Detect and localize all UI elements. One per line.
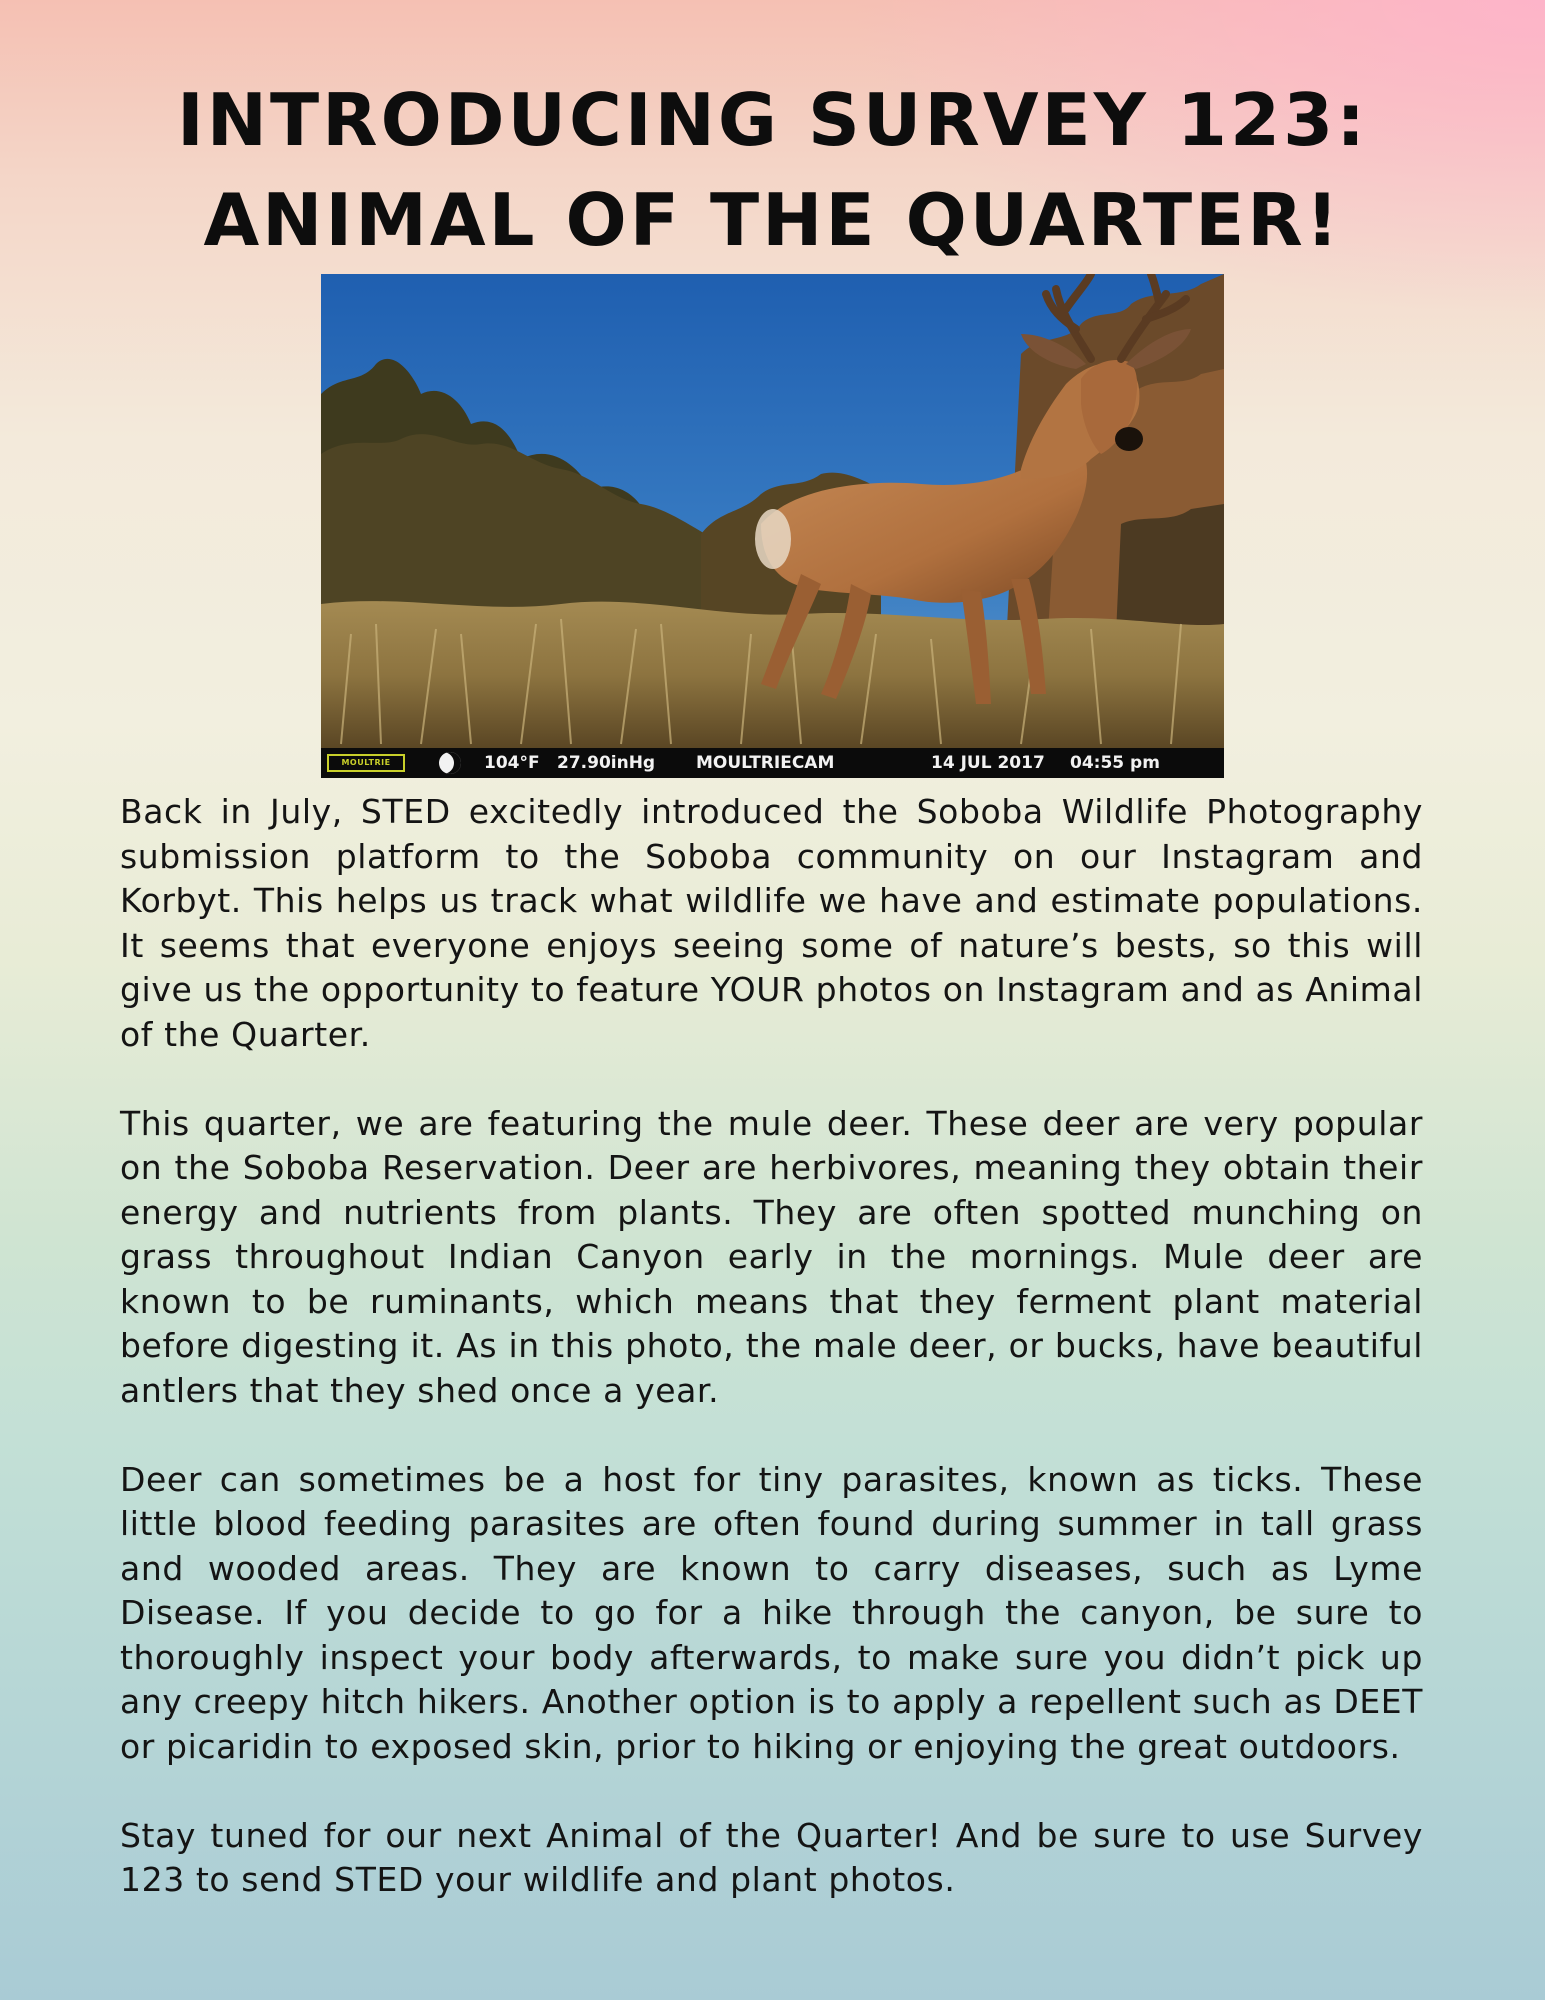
- stamp-date: 14 JUL 2017: [931, 753, 1045, 773]
- stamp-camera: MOULTRIECAM: [696, 753, 835, 773]
- moon-phase-icon: [439, 752, 461, 774]
- paragraph-closing: Stay tuned for our next Animal of the Quarter! And be sure to use Survey 123 to send STED your wildlife and plant photos.: [120, 1815, 1423, 1899]
- page-title: [0, 70, 1545, 270]
- deer-photo: [321, 274, 1224, 778]
- paragraph-ticks: Deer can sometimes be a host for tiny parasites, known as ticks. These little blood feeding parasites are often found during summer in tall grass and wooded areas. They are known to carry diseases, such as Lyme Disease. If you decide to go for a hike through the canyon, be sure to thoroughly inspect your body afterwards, to make sure you didn’t pick up any creepy hitch hikers. Another option is to apply a repellent such as DEET or picaridin to exposed skin, prior to hiking or enjoying the great outdoors.: [120, 1459, 1423, 1766]
- stamp-time: 04:55 pm: [1070, 753, 1160, 773]
- camera-info-strip: [321, 748, 1224, 778]
- paragraph-mule-deer: This quarter, we are featuring the mule deer. These deer are very popular on the Soboba Reservation. Deer are herbivores, meaning they obtain their energy and nutrients from plants. They are often spotted munching on grass throughout Indian Canyon early in the mornings. Mule deer are known to be ruminants, which means that they ferment plant material before digesting it. As in this photo, the male deer, or bucks, have beautiful antlers that they shed once a year.: [120, 1103, 1423, 1410]
- title-line-1: INTRODUCING SURVEY 123:: [176, 78, 1369, 162]
- stamp-pressure: 27.90inHg: [557, 753, 656, 773]
- deer-photo-illustration: [321, 274, 1224, 778]
- stamp-temperature: 104°F: [484, 753, 540, 773]
- paragraph-intro: Back in July, STED excitedly introduced the Soboba Wildlife Photography submission platform to the Soboba community on our Instagram and Korbyt. This helps us track what wildlife we have and estimate populations. It seems that everyone enjoys seeing some of nature’s bests, so this will give us the opportunity to feature YOUR photos on Instagram and as Animal of the Quarter.: [120, 792, 1423, 1054]
- title-line-2: ANIMAL OF THE QUARTER!: [203, 178, 1342, 262]
- moultrie-logo: MOULTRIE: [327, 754, 405, 772]
- article-body: [120, 790, 1423, 1947]
